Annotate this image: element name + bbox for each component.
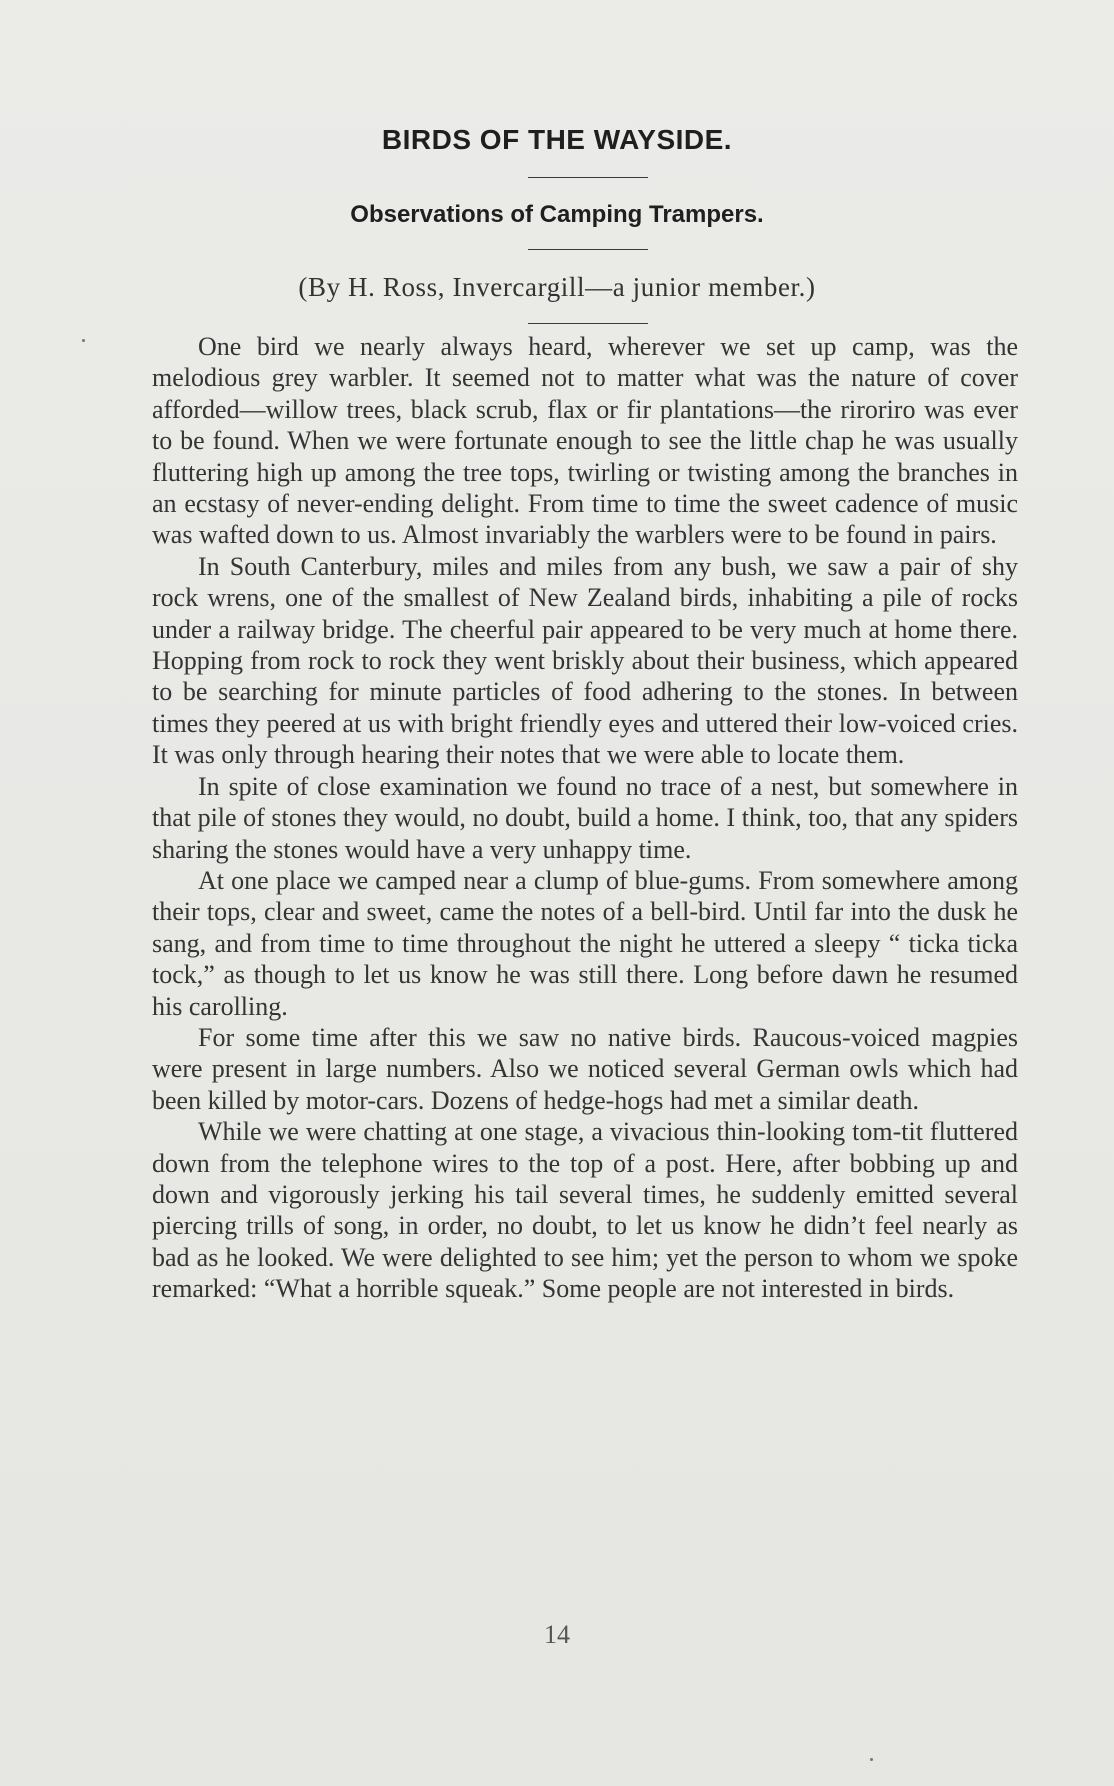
paragraph-rock-wrens: In South Canterbury, miles and miles from any bush, we saw a pair of shy rock wrens, one of the smallest of New Zealand birds, inhabiting a pile of rocks under a railway bridge. The cheerful pair appeared to be very much at home there. Hopping from rock to rock they went briskly about their business, which appeared to be searching for minute particles of food adhering to the stones. In between times they peered at us with bright friendly eyes and uttered their low-voiced cries. It was only through hearing their notes that we were able to locate them. (152, 551, 1018, 770)
paragraph-grey-warbler: One bird we nearly always heard, wherever we set up camp, was the melodious grey warbler. It seemed not to matter what was the nature of cover afforded—willow trees, black scrub, flax or fir plantations—the riroriro was ever to be found. When we were fortunate enough to see the little chap he was usually fluttering high up among the tree tops, twirling or twisting among the branches in an ecstasy of never-ending delight. From time to time the sweet cadence of music was wafted down to us. Almost invariably the warblers were to be found in pairs. (152, 332, 1018, 550)
title-divider (528, 177, 648, 178)
article-title: BIRDS OF THE WAYSIDE. (381, 124, 733, 155)
paragraph-nest: In spite of close examination we found no trace of a nest, but somewhere in that pile of stones they would, no doubt, build a home. I think, too, that any spiders sharing the stones would have a very unhappy time. (152, 771, 1018, 864)
article-body (152, 331, 1018, 1305)
byline-divider (528, 323, 648, 324)
article-subtitle: Observations of Camping Trampers. (350, 201, 764, 228)
paper-speck (82, 339, 85, 342)
paragraph-tom-tit: While we were chatting at one stage, a vivacious thin-looking tom-tit fluttered down from the telephone wires to the top of a post. Here, after bobbing up and down and vigorously jerking his tail several times, he suddenly emitted several piercing trills of song, in order, no doubt, to let us know he didn’t feel nearly as bad as he looked. We were delighted to see him; yet the person to whom we spoke remarked: “What a horrible squeak.” Some people are not interested in birds. (152, 1117, 1018, 1304)
paragraph-magpies: For some time after this we saw no native birds. Raucous-voiced magpies were present in large numbers. Also we noticed several German owls which had been killed by motor-cars. Dozens of hedge-hogs had met a similar death. (152, 1022, 1018, 1115)
subtitle-divider (528, 249, 648, 250)
page-number: 14 (544, 1620, 570, 1649)
paper-speck (870, 1758, 873, 1761)
paragraph-bell-bird: At one place we camped near a clump of blue-gums. From somewhere among their tops, clear and sweet, came the notes of a bell-bird. Until far into the dusk he sang, and from time to time throughout the night he uttered a sleepy “ ticka ticka tock,” as though to let us know he was still there. Long before dawn he resumed his carolling. (152, 865, 1018, 1021)
article-byline: (By H. Ross, Invercargill—a junior member.) (298, 272, 816, 302)
